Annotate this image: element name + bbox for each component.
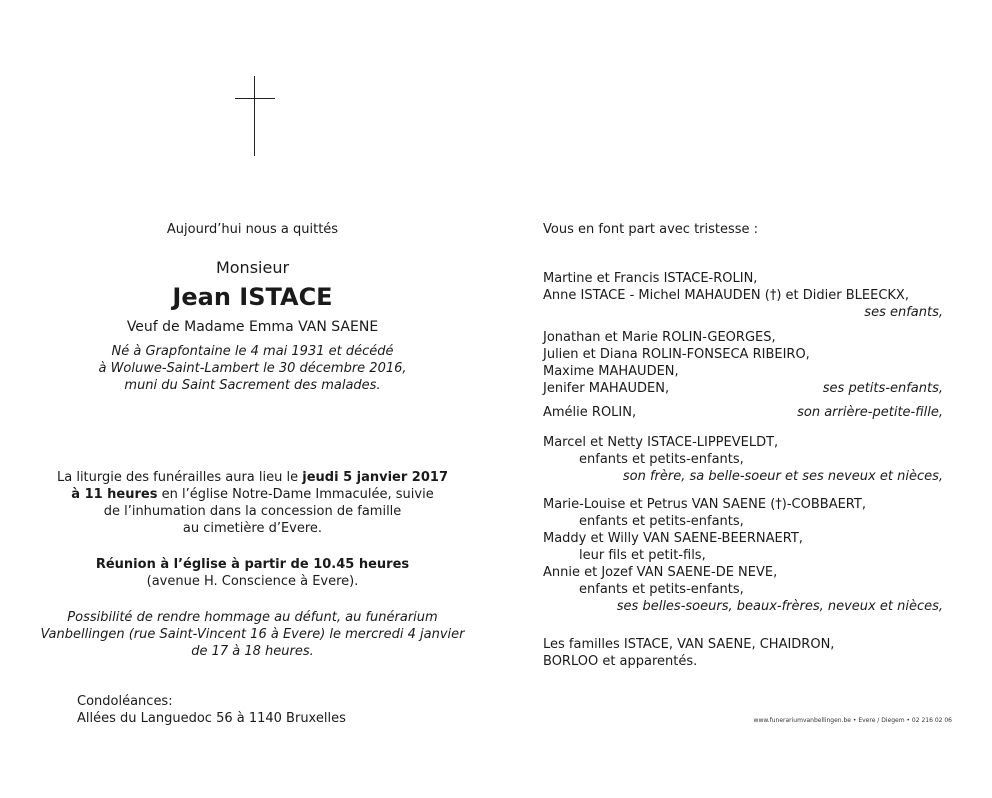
sacrament-line: muni du Saint Sacrement des malades. bbox=[124, 378, 381, 393]
brother-sub: enfants et petits-enfants, bbox=[579, 452, 744, 467]
death-line: à Woluwe-Saint-Lambert le 30 décembre 2016, bbox=[98, 361, 407, 376]
grandchildren-role: ses petits-enfants, bbox=[822, 381, 943, 396]
grandchild-line: Julien et Diana ROLIN-FONSECA RIBEIRO, bbox=[543, 347, 810, 362]
right-intro: Vous en font part avec tristesse : bbox=[543, 222, 759, 237]
condolences-block bbox=[77, 693, 346, 727]
birth-death-text bbox=[30, 343, 475, 394]
reunion-text bbox=[30, 556, 475, 590]
cross-icon bbox=[254, 76, 255, 156]
brother-block bbox=[543, 434, 943, 485]
hommage-text: Possibilité de rendre hommage au défunt, au funérarium Vanbellingen (rue Saint-Vincent 16 à Evere) le mercredi 4 janvier de 17 à 18 heures. bbox=[40, 610, 465, 659]
child-line: Martine et Francis ISTACE-ROLIN, bbox=[543, 271, 758, 286]
deceased-name: Jean ISTACE bbox=[172, 283, 333, 311]
children-role: ses enfants, bbox=[864, 305, 943, 320]
inlaw-sub: enfants et petits-enfants, bbox=[579, 582, 744, 597]
funeral-date: jeudi 5 janvier 2017 bbox=[302, 470, 448, 485]
children-block bbox=[543, 270, 943, 321]
condolences-label: Condoléances: bbox=[77, 694, 173, 709]
families-block bbox=[543, 636, 943, 670]
families-line: BORLOO et apparentés. bbox=[543, 654, 698, 669]
inlaws-role: ses belles-soeurs, beaux-frères, neveux et nièces, bbox=[616, 599, 943, 614]
inlaw-sub: leur fils et petit-fils, bbox=[579, 548, 706, 563]
reunion-address: (avenue H. Conscience à Evere). bbox=[146, 574, 359, 589]
birth-line: Né à Grapfontaine le 4 mai 1931 et décédé bbox=[111, 344, 394, 359]
widower-line: Veuf de Madame Emma VAN SAENE bbox=[126, 319, 379, 335]
inlaw-line: Marie-Louise et Petrus VAN SAENE (†)-COBBAERT, bbox=[543, 497, 866, 512]
inlaw-line: Maddy et Willy VAN SAENE-BEERNAERT, bbox=[543, 531, 803, 546]
liturgy-text: La liturgie des funérailles aura lieu le jeudi 5 janvier 2017 à 11 heures en l’église Notre-Dame Immaculée, suivie de l’inhumation dans la concession de famille au cimetière d’Evere. bbox=[56, 470, 448, 536]
grandchild-line: Maxime MAHAUDEN, bbox=[543, 364, 679, 379]
great-grandchild-line: Amélie ROLIN, bbox=[543, 405, 637, 420]
cross-icon-bar bbox=[235, 98, 275, 99]
brother-line: Marcel et Netty ISTACE-LIPPEVELDT, bbox=[543, 435, 779, 450]
families-line: Les familles ISTACE, VAN SAENE, CHAIDRON, bbox=[543, 637, 835, 652]
grandchild-line: Jenifer MAHAUDEN, bbox=[543, 381, 670, 396]
honorific: Monsieur bbox=[215, 258, 290, 277]
inlaws-block bbox=[543, 496, 943, 615]
condolences-address: Allées du Languedoc 56 à 1140 Bruxelles bbox=[77, 711, 346, 726]
reunion-time: Réunion à l’église à partir de 10.45 heures bbox=[95, 557, 410, 572]
grandchild-line: Jonathan et Marie ROLIN-GEORGES, bbox=[543, 330, 776, 345]
footer-contact: www.funerariumvanbellingen.be • Evere / Diegem • 02 216 02 06 bbox=[753, 717, 952, 724]
inlaw-sub: enfants et petits-enfants, bbox=[579, 514, 744, 529]
inlaw-line: Annie et Jozef VAN SAENE-DE NEVE, bbox=[543, 565, 778, 580]
great-grandchild-block bbox=[543, 404, 943, 421]
child-line: Anne ISTACE - Michel MAHAUDEN (†) et Didier BLEECKX, bbox=[543, 288, 909, 303]
great-grandchild-role: son arrière-petite-fille, bbox=[797, 405, 943, 420]
grandchildren-block bbox=[543, 329, 943, 397]
intro-text: Aujourd’hui nous a quittés bbox=[166, 222, 339, 237]
funeral-time: à 11 heures bbox=[71, 487, 158, 502]
brother-role: son frère, sa belle-soeur et ses neveux et nièces, bbox=[622, 469, 943, 484]
